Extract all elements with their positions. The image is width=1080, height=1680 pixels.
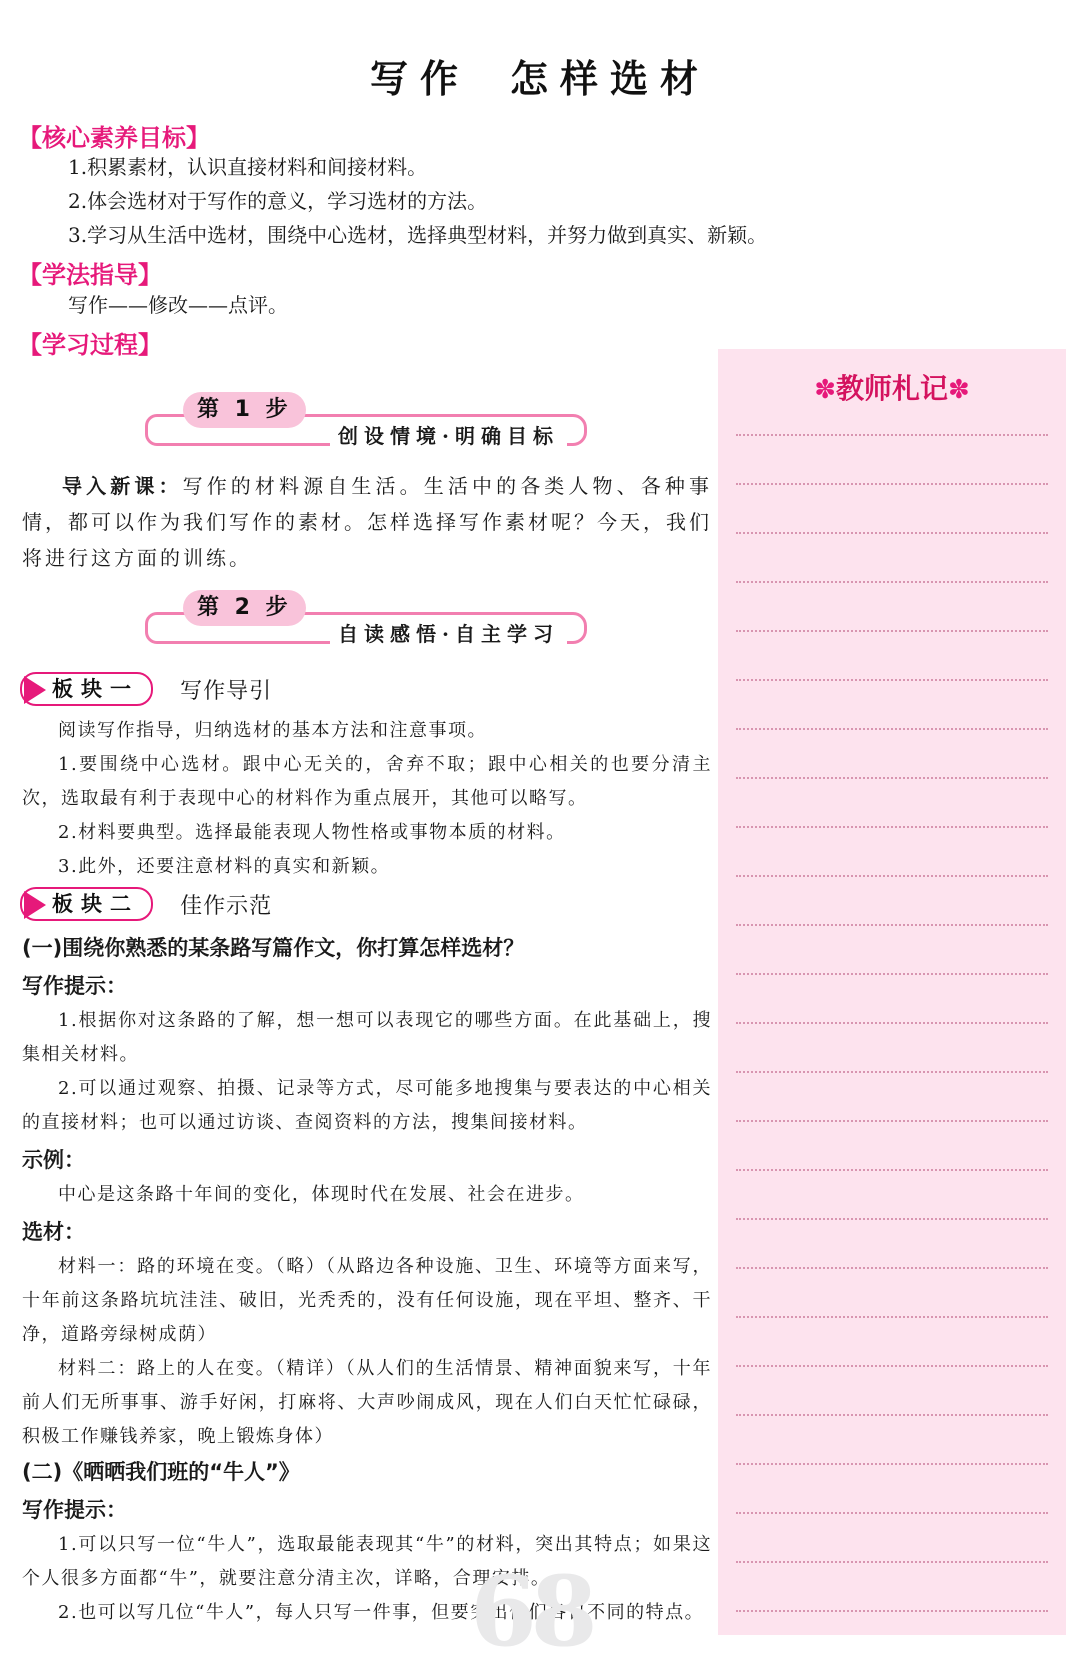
teacher-notes-panel xyxy=(718,349,1066,1635)
question-1-heading: (一)围绕你熟悉的某条路写篇作文，你打算怎样选材？ xyxy=(22,936,525,960)
goal-item: 2.体会选材对于写作的意义，学习选材的方法。 xyxy=(68,189,488,213)
note-line xyxy=(736,679,1048,681)
hint-label: 写作提示： xyxy=(22,1498,127,1522)
play-triangle-icon xyxy=(24,891,46,919)
hint-label: 写作提示： xyxy=(22,974,127,998)
material-para: 材料二：路上的人在变。（精详）（从人们的生活情景、精神面貌来写，十年前人们无所事事、游手好闲，打麻将、大声吵闹成风，现在人们白天忙忙碌碌，积极工作赚钱养家，晚上锻炼身体） xyxy=(22,1358,712,1447)
intro-label: 导入新课： xyxy=(62,474,183,498)
note-line xyxy=(736,1610,1048,1612)
material-label: 选材： xyxy=(22,1220,85,1244)
note-line xyxy=(736,532,1048,534)
block-1-para: 3.此外，还要注意材料的真实和新颖。 xyxy=(58,856,391,877)
step-label: 第 1 步 xyxy=(183,392,306,428)
goal-item: 1.积累素材，认识直接材料和间接材料。 xyxy=(68,155,428,179)
note-line xyxy=(736,1414,1048,1416)
intro-paragraph xyxy=(22,468,712,576)
materials-body xyxy=(22,1250,712,1454)
block-1-para: 1.要围绕中心选材。跟中心无关的，舍弃不取；跟中心相关的也要分清主次，选取最有利于表现中心的材料作为重点展开，其他可以略写。 xyxy=(22,754,712,809)
step-label: 第 2 步 xyxy=(183,590,306,626)
process-heading: 【学习过程】 xyxy=(18,331,162,359)
note-line xyxy=(736,1316,1048,1318)
block-1-para: 阅读写作指导，归纳选材的基本方法和注意事项。 xyxy=(58,720,487,741)
note-line xyxy=(736,1561,1048,1563)
note-line xyxy=(736,1512,1048,1514)
page-title: 写作 怎样选材 xyxy=(369,56,711,101)
note-line xyxy=(736,630,1048,632)
step-subtitle: 创设情境·明确目标 xyxy=(330,422,567,450)
example-text: 中心是这条路十年间的变化，体现时代在发展、社会在进步。 xyxy=(58,1184,585,1205)
method-text: 写作——修改——点评。 xyxy=(68,293,288,317)
teacher-notes-title: ✽教师札记✽ xyxy=(814,372,970,405)
note-line xyxy=(736,826,1048,828)
material-para: 材料一：路的环境在变。（略）（从路边各种设施、卫生、环境等方面来写，十年前这条路坑坑洼洼、破旧，光秃秃的，没有任何设施，现在平坦、整齐、干净，道路旁绿树成荫） xyxy=(22,1256,712,1345)
note-line xyxy=(736,777,1048,779)
flower-icon: ✽ xyxy=(814,375,836,405)
step-2-banner xyxy=(145,590,585,652)
note-line xyxy=(736,1169,1048,1171)
page-number: 68 xyxy=(470,1555,592,1668)
note-line xyxy=(736,875,1048,877)
block-1-body xyxy=(22,714,712,884)
note-line xyxy=(736,973,1048,975)
note-line xyxy=(736,1267,1048,1269)
intro-text: 写作的材料源自生活。生活中的各类人物、各种事情，都可以作为我们写作的素材。怎样选择写作素材呢？今天，我们将进行这方面的训练。 xyxy=(22,474,713,570)
note-line xyxy=(736,1463,1048,1465)
question-1-hints xyxy=(22,1004,712,1140)
step-1-banner xyxy=(145,392,585,454)
block-tag: 板块二 xyxy=(20,887,153,921)
block-1-tag xyxy=(20,672,272,706)
method-heading: 【学法指导】 xyxy=(18,261,162,289)
goals-heading: 【核心素养目标】 xyxy=(18,124,210,152)
block-name: 佳作示范 xyxy=(180,893,273,919)
hint-para: 2.也可以写几位“牛人”，每人只写一件事，但要突出他们各自不同的特点。 xyxy=(58,1602,705,1623)
block-tag: 板块一 xyxy=(20,672,153,706)
note-line xyxy=(736,1071,1048,1073)
note-line xyxy=(736,1022,1048,1024)
note-line xyxy=(736,434,1048,436)
question-2-hints xyxy=(22,1528,712,1630)
example-body xyxy=(22,1178,712,1212)
note-line xyxy=(736,581,1048,583)
block-name: 写作导引 xyxy=(180,678,273,704)
note-line xyxy=(736,1218,1048,1220)
note-line xyxy=(736,483,1048,485)
block-1-para: 2.材料要典型。选择最能表现人物性格或事物本质的材料。 xyxy=(58,822,566,843)
example-label: 示例： xyxy=(22,1148,85,1172)
note-line xyxy=(736,1365,1048,1367)
block-2-tag xyxy=(20,887,272,921)
flower-icon: ✽ xyxy=(948,375,970,405)
goal-item: 3.学习从生活中选材，围绕中心选材，选择典型材料，并努力做到真实、新颖。 xyxy=(68,223,768,247)
question-2-heading: (二)《晒晒我们班的“牛人”》 xyxy=(22,1460,300,1484)
hint-para: 2.可以通过观察、拍摄、记录等方式，尽可能多地搜集与要表达的中心相关的直接材料；也可以通过访谈、查阅资料的方法，搜集间接材料。 xyxy=(22,1078,712,1133)
note-line xyxy=(736,1120,1048,1122)
hint-para: 1.根据你对这条路的了解，想一想可以表现它的哪些方面。在此基础上，搜集相关材料。 xyxy=(22,1010,712,1065)
play-triangle-icon xyxy=(24,676,46,704)
note-line xyxy=(736,924,1048,926)
note-line xyxy=(736,728,1048,730)
step-subtitle: 自读感悟·自主学习 xyxy=(330,620,567,648)
hint-para: 1.可以只写一位“牛人”，选取最能表现其“牛”的材料，突出其特点；如果这个人很多方面都“牛”，就要注意分清主次，详略，合理安排。 xyxy=(22,1534,712,1589)
